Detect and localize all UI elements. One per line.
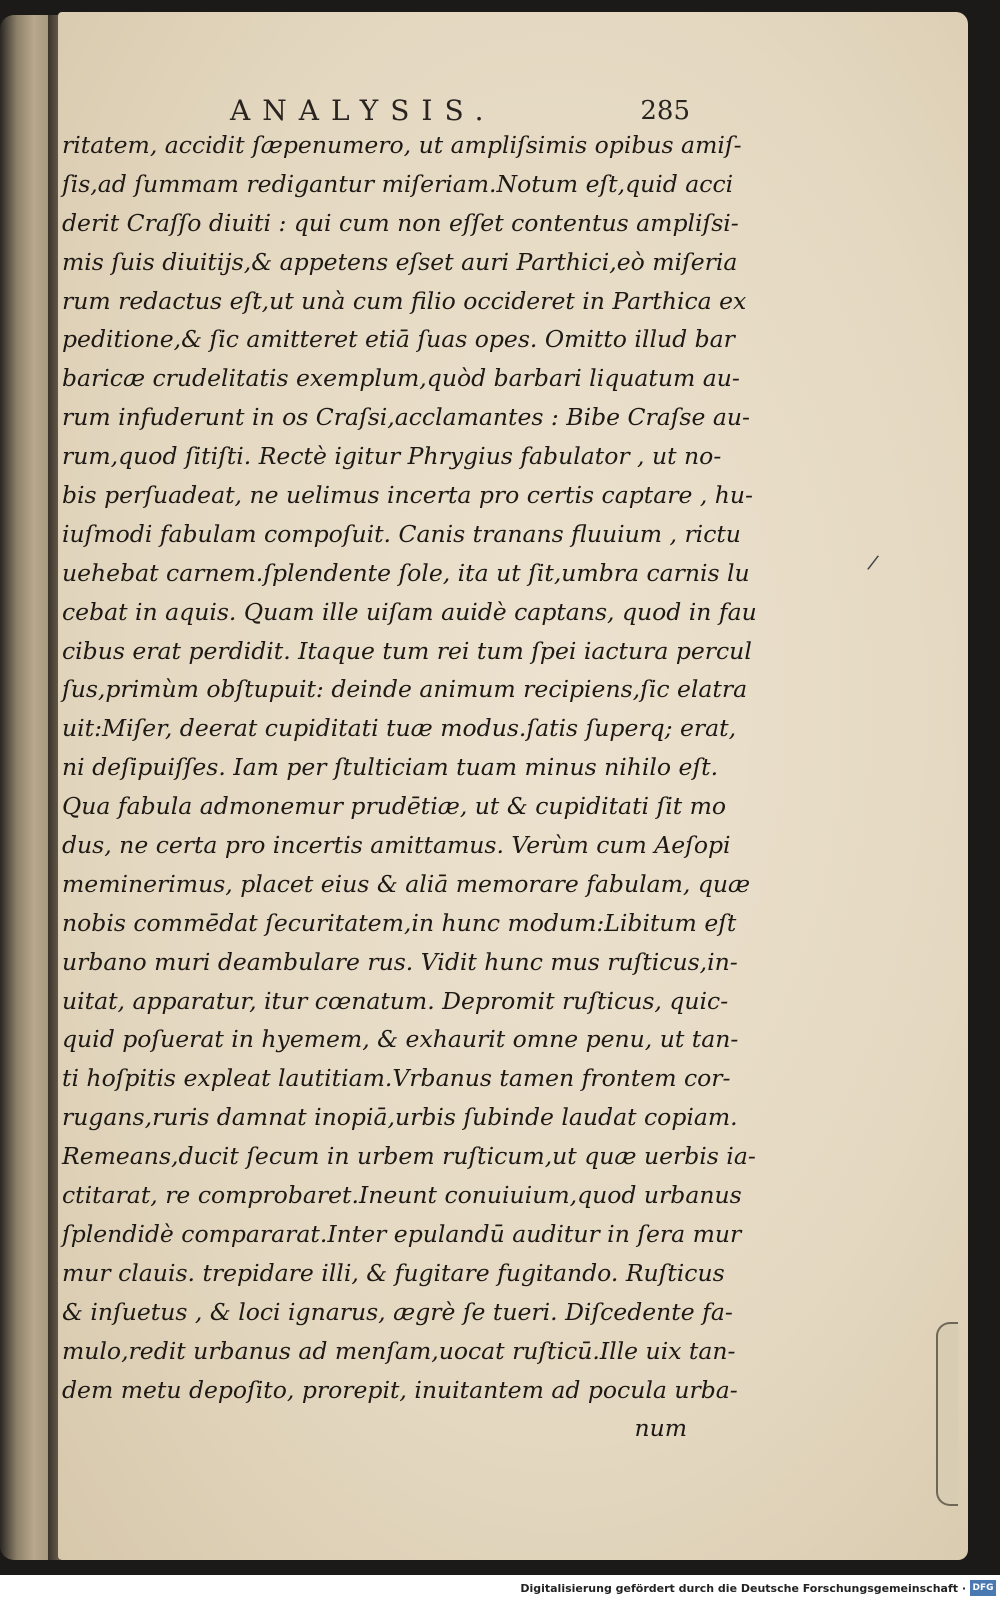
text-line: rugans,ruris damnat inopiā,urbis ſubinde laudat copiam. bbox=[62, 1103, 738, 1132]
text-line: Remeans,ducit ſecum in urbem ruſticum,ut quæ uerbis ia- bbox=[62, 1142, 756, 1171]
text-line: ſus,primùm obſtupuit: deinde animum recipiens,ſic elatra bbox=[62, 675, 748, 704]
text-line: dem metu depoſito, prorepit, inuitantem ad pocula urba- bbox=[62, 1375, 738, 1404]
text-line: mulo,redit urbanus ad menſam,uocat ruſticū.Ille uix tan- bbox=[62, 1336, 736, 1365]
text-line: ſplendidè compararat.Inter epulandū auditur in ſera mur bbox=[62, 1219, 742, 1248]
text-line: ni deſipuiſſes. Iam per ſtulticiam tuam minus nihilo eſt. bbox=[62, 753, 719, 782]
text-line: quid poſuerat in hyemem, & exhaurit omne penu, ut tan- bbox=[62, 1025, 739, 1054]
text-line: peditione,& ſic amitteret etiā ſuas opes. Omitto illud bar bbox=[62, 325, 735, 354]
text-line: urbano muri deambulare rus. Vidit hunc mus ruſticus,in- bbox=[62, 947, 738, 976]
text-line: ti hoſpitis expleat lautitiam.Vrbanus tamen frontem cor- bbox=[62, 1064, 731, 1093]
text-line: derit Craſſo diuiti : qui cum non eſſet contentus ampliſsi- bbox=[62, 208, 739, 237]
page-tab-edge bbox=[936, 1322, 958, 1506]
text-line: & inſuetus , & loci ignarus, ægrè ſe tueri. Diſcedente fa- bbox=[62, 1297, 733, 1326]
stray-pen-mark: / bbox=[866, 549, 881, 575]
text-line: bis perſuadeat, ne uelimus incerta pro certis captare , hu- bbox=[62, 481, 753, 510]
text-line: dus, ne certa pro incertis amittamus. Verùm cum Aeſopi bbox=[62, 831, 731, 860]
text-line: mur clauis. trepidare illi, & fugitare fugitando. Ruſticus bbox=[62, 1258, 725, 1287]
text-line: cibus erat perdidit. Itaque tum rei tum ſpei iactura percul bbox=[62, 636, 752, 665]
facing-page-edge bbox=[0, 15, 48, 1560]
text-line: rum infuderunt in os Craſsi,acclamantes : Bibe Craſse au- bbox=[62, 403, 750, 432]
text-line: rum redactus eſt,ut unà cum filio occideret in Parthica ex bbox=[62, 286, 747, 315]
body-text bbox=[62, 126, 757, 1448]
digitization-footer bbox=[0, 1575, 1000, 1604]
text-line: nobis commēdat ſecuritatem,in hunc modum:Libitum eſt bbox=[62, 908, 737, 937]
text-line: ritatem, accidit ſæpenumero, ut ampliſsimis opibus amiſ- bbox=[62, 131, 742, 159]
text-line: iuſmodi fabulam compoſuit. Canis tranans fluuium , rictu bbox=[62, 519, 741, 548]
text-line: ctitarat, re comprobaret.Ineunt conuiuium,quod urbanus bbox=[62, 1181, 742, 1210]
text-line: ſis,ad ſummam redigantur miſeriam.Notum eſt,quid acci bbox=[62, 169, 734, 198]
text-line: baricæ crudelitatis exemplum,quòd barbari liquatum au- bbox=[62, 364, 740, 393]
text-line: cebat in aquis. Quam ille uiſam auidè captans, quod in fau bbox=[62, 597, 757, 626]
text-line: rum,quod ſitiſti. Rectè igitur Phrygius fabulator , ut no- bbox=[62, 442, 722, 471]
text-line: uit:Miſer, deerat cupiditati tuæ modus.ſatis ſuperq; erat, bbox=[62, 714, 737, 743]
running-head: ANALYSIS. bbox=[230, 94, 496, 127]
text-line: uitat, apparatur, itur cœnatum. Depromit ruſticus, quic- bbox=[62, 986, 729, 1015]
funding-credit: Digitalisierung gefördert durch die Deutsche Forschungsgemeinschaft · bbox=[520, 1582, 966, 1595]
dfg-logo: DFG bbox=[970, 1580, 996, 1596]
text-line: Qua fabula admonemur prudētiæ, ut & cupiditati ſit mo bbox=[62, 792, 727, 821]
catchword: num bbox=[634, 1414, 687, 1443]
text-line: mis ſuis diuitijs,& appetens eſset auri Parthici,eò miſeria bbox=[62, 247, 738, 276]
text-line: uehebat carnem.ſplendente ſole, ita ut ſit,umbra carnis lu bbox=[62, 558, 750, 587]
page-number: 285 bbox=[640, 96, 690, 126]
text-line: meminerimus, placet eius & aliā memorare fabulam, quæ bbox=[62, 869, 751, 898]
